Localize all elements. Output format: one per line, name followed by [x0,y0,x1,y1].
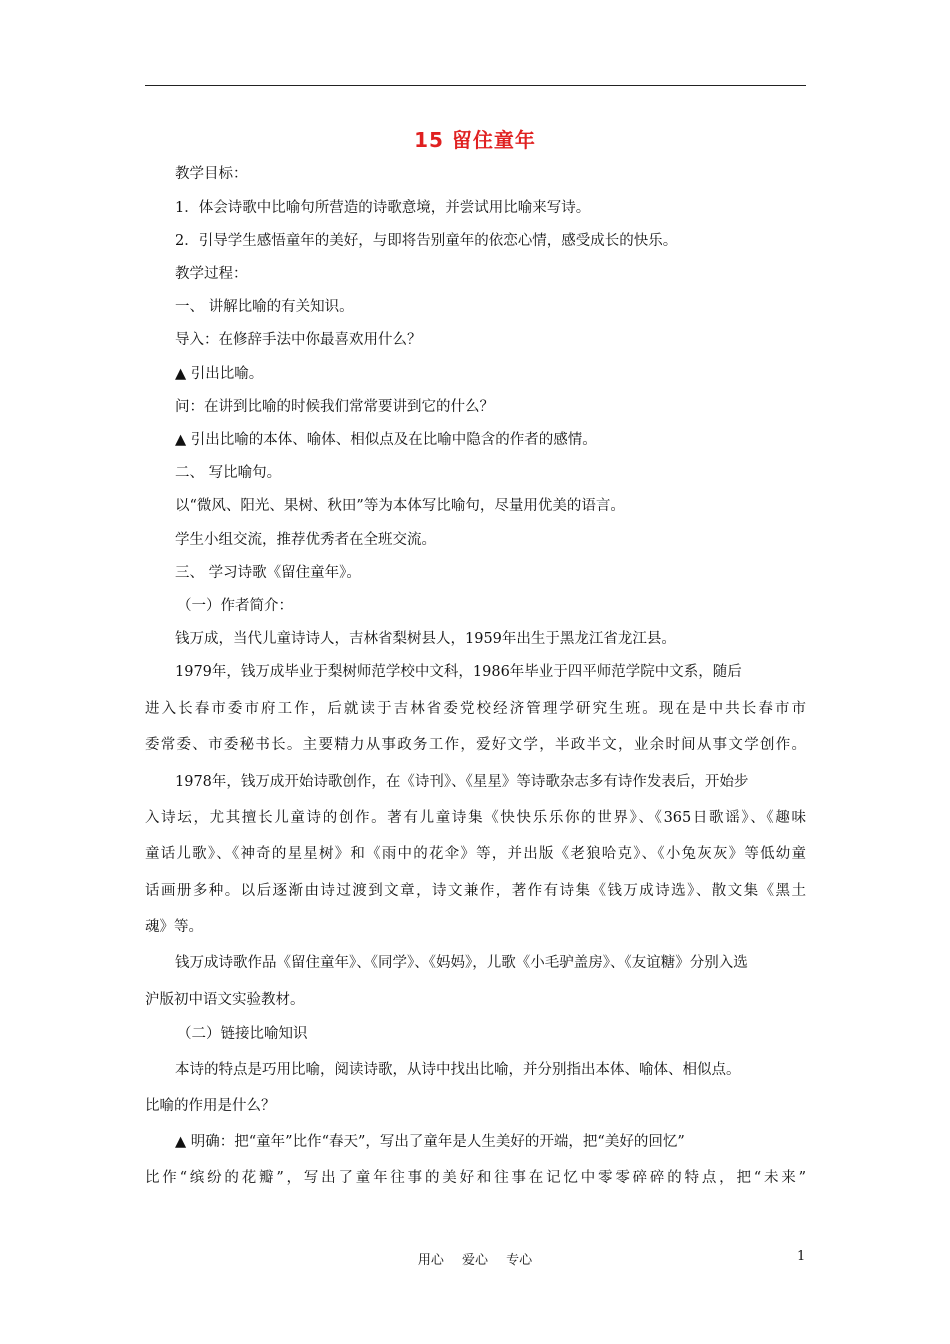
text-line: 入诗坛，尤其擅长儿童诗的创作。著有儿童诗集《快快乐乐你的世界》、《365日歌谣》、《趣味 [145,810,806,826]
text-line: 1．体会诗歌中比喻句所营造的诗歌意境，并尝试用比喻来写诗。 [175,200,591,216]
text-line: （一）作者简介： [177,598,293,614]
text-line: 童话儿歌》、《神奇的星星树》和《雨中的花伞》等，并出版《老狼哈克》、《小兔灰灰》等低幼童 [145,846,806,862]
page-title: 15 留住童年 [414,128,536,152]
text-line: 一、 讲解比喻的有关知识。 [175,299,354,315]
text-line: 本诗的特点是巧用比喻，阅读诗歌，从诗中找出比喻，并分别指出本体、喻体、相似点。 [175,1062,741,1078]
text-line: ▲ 引出比喻的本体、喻体、相似点及在比喻中隐含的作者的感情。 [175,432,597,448]
text-line: 二、 写比喻句。 [175,465,282,481]
text-line: 钱万成，当代儿童诗诗人，吉林省梨树县人，1959年出生于黑龙江省龙江县。 [175,631,676,647]
text-line: （二）链接比喻知识 [177,1026,308,1042]
text-line: 教学目标： [175,166,248,182]
text-line: 1979年，钱万成毕业于梨树师范学校中文科，1986年毕业于四平师范学院中文系，随后 [175,664,742,680]
text-line: 教学过程： [175,266,248,282]
text-line: ▲ 明确：把“童年”比作“春天”，写出了童年是人生美好的开端，把“美好的回忆” [175,1134,685,1150]
text-line: 魂》等。 [145,919,203,935]
text-line: 导入：在修辞手法中你最喜欢用什么？ [175,332,422,348]
text-line: 2．引导学生感悟童年的美好，与即将告别童年的依恋心情，感受成长的快乐。 [175,233,678,249]
text-line: 沪版初中语文实验教材。 [145,992,305,1008]
text-line: 以“微风、阳光、果树、秋田”等为本体写比喻句，尽量用优美的语言。 [175,498,625,514]
text-line: 委常委、市委秘书长。主要精力从事政务工作，爱好文学，半政半文，业余时间从事文学创作。 [145,737,806,753]
text-line: 钱万成诗歌作品《留住童年》、《同学》、《妈妈》，儿歌《小毛驴盖房》、《友谊糖》分别入选 [175,955,748,971]
text-line: 比作“缤纷的花瓣”，写出了童年往事的美好和往事在记忆中零零碎碎的特点，把“未来” [145,1170,806,1186]
header-rule [145,85,806,86]
text-line: ▲ 引出比喻。 [175,366,264,382]
page-number: 1 [797,1249,806,1264]
text-line: 问：在讲到比喻的时候我们常常要讲到它的什么？ [175,399,494,415]
text-line: 比喻的作用是什么？ [145,1098,276,1114]
text-line: 1978年，钱万成开始诗歌创作，在《诗刊》、《星星》等诗歌杂志多有诗作发表后，开始步 [175,774,749,790]
text-line: 话画册多种。以后逐渐由诗过渡到文章，诗文兼作，著作有诗集《钱万成诗选》、散文集《黑土 [145,883,806,899]
page-footer: 用心 爱心 专心 [417,1253,533,1268]
text-line: 学生小组交流，推荐优秀者在全班交流。 [175,532,436,548]
text-line: 三、 学习诗歌《留住童年》。 [175,565,361,581]
text-line: 进入长春市委市府工作，后就读于吉林省委党校经济管理学研究生班。现在是中共长春市市 [145,701,806,717]
